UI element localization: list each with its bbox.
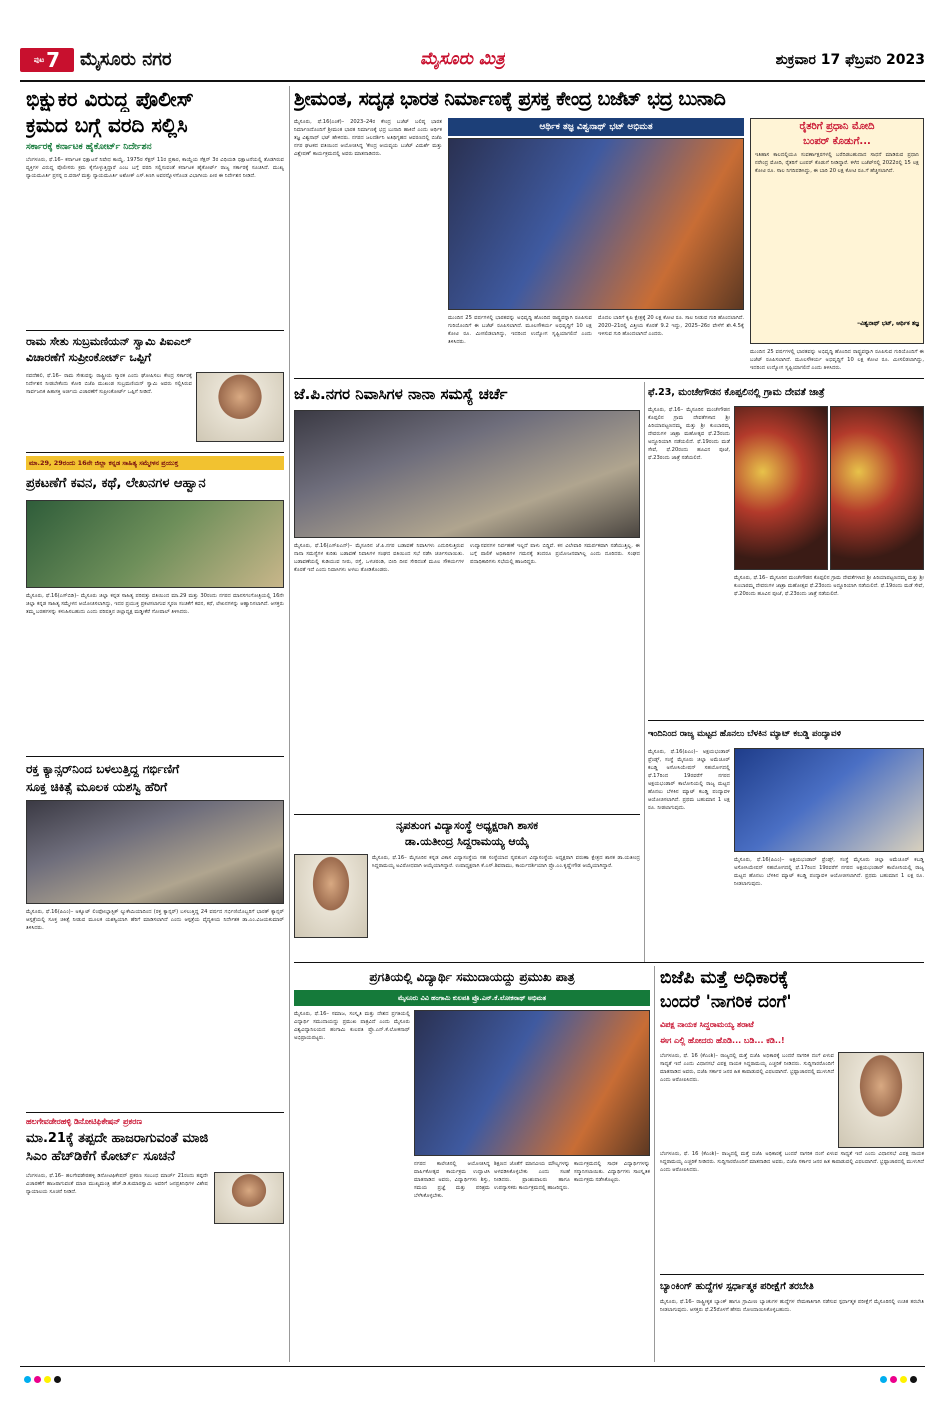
sidebar-farmers-headline-2: ಬಂಪರ್ ಕೊಡುಗೆ... [803, 136, 871, 147]
body-kabaddi-continued: ಮೈಸೂರು, ಫೆ.16(ಪಿಎಂ)– ಅಕ್ಷಯಭಂಡಾರ್ ಫ್ರೆಂಡ್ಸ್, ಸಂಸ್ಥೆ ಮೈಸೂರು ಜಿಲ್ಲಾ ಅಮೆಚೂರ್ ಕಬಡ್ಡಿ ಅಸೋಸಿಯೇಷನ್ ಸಹಯೋಗದಲ್ಲಿ ಫೆ.17ರಿಂದ 19ರವರೆಗೆ ನಗರದ ಅಕ್ಷಯಭಂಡಾರ್ ಕಾಲೋನಿಯಲ್ಲಿ ರಾಜ್ಯ ಮಟ್ಟದ ಹೊನಲು ಬೆಳಕಿನ ಮ್ಯಾಟ್ ಕಬಡ್ಡಿ ಪಂದ್ಯಾವಳಿ ಆಯೋಜಿಸಲಾಗಿದೆ. ಪ್ರಥಮ ಬಹುಮಾನ 1 ಲಕ್ಷ ರೂ. ನೀಡಲಾಗುವುದು. [734, 857, 924, 887]
body-writers: ಮೈಸೂರು, ಫೆ.16(ಎಸ್‌ಬಿಡಿ)– ಮೈಸೂರು ಜಿಲ್ಲಾ ಕನ್ನಡ ಸಾಹಿತ್ಯ ಪರಿಷತ್ತು ವತಿಯಿಂದ ಮಾ.29 ಮತ್ತು 30ರಂದು ನಗರದ ಮಾನಸಗಂಗೋತ್ರಿಯಲ್ಲಿ 16ನೇ ಜಿಲ್ಲಾ ಕನ್ನಡ ಸಾಹಿತ್ಯ ಸಮ್ಮೇಳನ ಆಯೋಜಿಸಲಾಗಿದ್ದು, ಇದರ ಪ್ರಯುಕ್ತ ಪ್ರಕಟಿಸಲಾಗುವ ಸ್ಮರಣ ಸಂಚಿಕೆಗೆ ಕವನ, ಕಥೆ, ಲೇಖನಗಳನ್ನು ಆಹ್ವಾನಿಸಲಾಗಿದೆ. ಆಸಕ್ತರು ತಮ್ಮ ಬರಹಗಳನ್ನು ಕಳುಹಿಸಬಹುದು ಎಂದು ಪರಿಷತ್ತಿನ ಜಿಲ್ಲಾಧ್ಯಕ್ಷ ಮಡ್ಡೀಕೆರೆ ಗೋಪಾಲ್ ತಿಳಿಸಿದರು. [26, 593, 284, 615]
body-jpnagar-1: ಮೈಸೂರು, ಫೆ.16(ಎಸ್‌ಪಿಎನ್)– ಮೈಸೂರಿನ ಜೆ.ಪಿ.ನಗರ ಬಡಾವಣೆ ನಿವಾಸಿಗಳು ಎದುರಿಸುತ್ತಿರುವ ನಾನಾ ಸಮಸ್ಯೆಗಳ ಕುರಿತು ಬಡಾವಣೆ ನಿವಾಸಿಗಳ ಸಂಘದ ವತಿಯಿಂದ ಸಭೆ ನಡೆಸಿ ಚರ್ಚಿಸಲಾಯಿತು. ಬಡಾವಣೆಯಲ್ಲಿ ಕುಡಿಯುವ ನೀರು, ರಸ್ತೆ, ಒಳಚರಂಡಿ, ಬೀದಿ ದೀಪ ಸೇರಿದಂತೆ ಮೂಲ ಸೌಕರ್ಯಗಳ ಕೊರತೆ ಇದೆ ಎಂದು ನಿವಾಸಿಗಳು ಅಳಲು ತೋಡಿಕೊಂಡರು. [294, 543, 464, 573]
body-temple: ಮೈಸೂರು, ಫೆ.16– ಮೈಸೂರಿನ ಮಂಚೇಗೌಡನ ಕೊಪ್ಪಲಿನ ಗ್ರಾಮ ದೇವತೆಗಳಾದ ಶ್ರೀ ಪಿರಿಯಾಪಟ್ಟಣದಮ್ಮ ಮತ್ತು ಶ್ರೀ ಕುಂಬಾರಮ್ಮ ದೇವರುಗಳ ಜಾತ್ರಾ ಮಹೋತ್ಸವ ಫೆ.23ರಂದು ಅದ್ಧೂರಿಯಾಗಿ ನಡೆಯಲಿದೆ. ಫೆ.19ರಂದು ಮಡೆ ಸೇವೆ, ಫೆ.20ರಂದು ಹೂವಿನ ಪೂಜೆ, ಫೆ.23ರಂದು ಜಾತ್ರೆ ನಡೆಯಲಿದೆ. [648, 407, 730, 461]
headline-kabaddi: ಇಂದಿನಿಂದ ರಾಜ್ಯ ಮಟ್ಟದ ಹೊನಲು ಬೆಳಕಿನ ಮ್ಯಾಟ್ ಕಬಡ್ಡಿ ಪಂದ್ಯಾವಳಿ [648, 729, 842, 739]
swamy-photo [196, 372, 284, 442]
body-swamy: ನವದೆಹಲಿ, ಫೆ.16– ರಾಮ ಸೇತುವನ್ನು ರಾಷ್ಟ್ರೀಯ ಸ್ಮಾರಕ ಎಂದು ಘೋಷಿಸಲು ಕೇಂದ್ರ ಸರ್ಕಾರಕ್ಕೆ ನಿರ್ದೇಶನ ನೀಡಬೇಕೆಂದು ಕೋರಿ ಬಿಜೆಪಿ ಮುಖಂಡ ಸುಬ್ರಮಣಿಯನ್ ಸ್ವಾಮಿ ಅವರು ಸಲ್ಲಿಸಿರುವ ಸಾರ್ವಜನಿಕ ಹಿತಾಸಕ್ತಿ ಅರ್ಜಿಯ ವಿಚಾರಣೆಗೆ ಸುಪ್ರೀಂಕೋರ್ಟ್ ಒಪ್ಪಿಗೆ ನೀಡಿದೆ. [26, 373, 192, 395]
temple-photo-2 [830, 406, 924, 570]
headline-bjp-2: ಬಂದರೆ 'ನಾಗರಿಕ ದಂಗೆ' [660, 992, 792, 1012]
subhead-beggar: ಸರ್ಕಾರಕ್ಕೆ ಕರ್ನಾಟಕ ಹೈಕೋರ್ಟ್ ನಿರ್ದೇಶನ [26, 142, 152, 152]
headline-beggar-2: ಕ್ರಮದ ಬಗ್ಗೆ ವರದಿ ಸಲ್ಲಿಸಿ [26, 113, 188, 137]
body-jpnagar-2: ಉದ್ಯಾನವನಗಳ ನಿರ್ವಹಣೆ ಇಲ್ಲದೆ ಪಾಳು ಬಿದ್ದಿವೆ. ಕಸ ವಿಲೇವಾರಿ ಸಮರ್ಪಕವಾಗಿ ನಡೆಯುತ್ತಿಲ್ಲ. ಈ ಬಗ್ಗೆ ಪಾಲಿಕೆ ಅಧಿಕಾರಿಗಳ ಗಮನಕ್ಕೆ ತಂದರೂ ಪ್ರಯೋಜನವಾಗಿಲ್ಲ ಎಂದು ದೂರಿದರು. ಸಂಘದ ಪದಾಧಿಕಾರಿಗಳು ಸಭೆಯಲ್ಲಿ ಹಾಜರಿದ್ದರು. [470, 543, 640, 565]
registration-marks-left [24, 1376, 64, 1386]
magenta-mark [890, 1376, 897, 1383]
headline-hdk-1: ಮಾ.21ಕ್ಕೆ ತಪ್ಪದೇ ಹಾಜರಾಗುವಂತೆ ಮಾಜಿ [26, 1131, 209, 1146]
masthead-rule [20, 80, 925, 82]
column-rule [289, 86, 290, 1362]
paper-logo: ಮೈಸೂರು ಮಿತ್ರ [420, 49, 505, 69]
headline-students: ಪ್ರಗತಿಯಲ್ಲಿ ವಿದ್ಯಾರ್ಥಿ ಸಮುದಾಯದ್ದು ಪ್ರಮುಖ ಪಾತ್ರ [369, 970, 575, 984]
section-name: ಮೈಸೂರು ನಗರ [80, 49, 172, 70]
kabaddi-photo [734, 748, 924, 852]
divider [294, 814, 640, 815]
bjp-bullet-1: ವಿಪಕ್ಷ ನಾಯಕ ಸಿದ್ದರಾಮಯ್ಯ ತರಾಟೆ [660, 1020, 754, 1029]
writers-photo [26, 500, 284, 588]
headline-yathindra-1: ನೃಪತುಂಗ ವಿದ್ಯಾಸಂಸ್ಥೆ ಅಧ್ಯಕ್ಷರಾಗಿ ಶಾಸಕ [395, 819, 539, 832]
page-number: 7 [46, 48, 61, 72]
headline-swamy-1: ರಾಮ ಸೇತು ಸುಬ್ರಮಣಿಯನ್ ಸ್ವಾಮಿ ಪಿಐಎಲ್ [26, 335, 192, 348]
body-students-2: ನಗರದ ಕಾಲೇಜಿನಲ್ಲಿ ಆಯೋಜಿಸಿದ್ದ ವಾರ್ಷಿಕೋತ್ಸವ ಕಾರ್ಯಕ್ರಮ ಉದ್ಘಾಟಿಸಿ ಮಾತನಾಡಿದ ಅವರು, ವಿದ್ಯಾರ್ಥಿಗಳು ಶಿಸ್ತು, ಸಮಯ ಪ್ರಜ್ಞೆ ಮತ್ತು ಪರಿಶ್ರಮ ಬೆಳೆಸಿಕೊಳ್ಳಬೇಕು. [414, 1161, 490, 1199]
headline-hdk-2: ಸಿಎಂ ಹೆಚ್‌ಡಿಕೆಗೆ ಕೋರ್ಟ್ ಸೂಚನೆ [26, 1149, 176, 1164]
page-tag: ಪುಟ [33, 55, 45, 64]
divider [26, 1112, 284, 1113]
divider [294, 962, 924, 963]
kicker-writers-bar [26, 456, 284, 470]
headline-cancer-2: ಸೂಕ್ತ ಚಿಕಿತ್ಸೆ ಮೂಲಕ ಯಶಸ್ವಿ ಹೆರಿಗೆ [26, 780, 168, 794]
headline-budget: ಶ್ರೀಮಂತ, ಸದೃಢ ಭಾರತ ನಿರ್ಮಾಣಕ್ಕೆ ಪ್ರಸಕ್ತ ಕೇಂದ್ರ ಬಜೆಟ್ ಭದ್ರ ಬುನಾದಿ [294, 88, 726, 110]
divider [660, 1274, 924, 1275]
headline-beggar-1: ಭಿಕ್ಷುಕರ ವಿರುದ್ಧ ಪೊಲೀಸ್ [26, 87, 194, 111]
yellow-mark [44, 1376, 51, 1383]
sidebar-farmers-headline-1: ರೈತರಿಗೆ ಪ್ರಧಾನಿ ಮೋದಿ [799, 121, 875, 132]
masthead [20, 42, 925, 78]
yellow-mark [900, 1376, 907, 1383]
page-number-badge [20, 48, 74, 72]
bjp-bullet-2: ಈಗ ಎಲ್ಲಿ ಹೋದರು ಹೊಡಿ... ಬಡಿ... ಕಡಿ..! [660, 1036, 785, 1045]
black-mark [910, 1376, 917, 1383]
column-rule [654, 966, 655, 1362]
students-photo [414, 1010, 650, 1156]
jpnagar-photo [294, 410, 640, 538]
sidebar-farmers [750, 118, 924, 344]
divider [26, 452, 284, 453]
body-cancer: ಮೈಸೂರು, ಫೆ.16(ಪಿಎಂ)– ಅಕ್ಯೂಟ್ ಲಿಂಫೋಬ್ಲಾಸ್ಟಿಕ್ ಲ್ಯುಕೇಮಿಯಾದಿಂದ (ರಕ್ತ ಕ್ಯಾನ್ಸರ್) ಬಳಲುತ್ತಿದ್ದ 24 ವರ್ಷದ ಗರ್ಭಿಣಿಯೊಬ್ಬರಿಗೆ ಭಾರತ್ ಕ್ಯಾನ್ಸರ್ ಆಸ್ಪತ್ರೆಯಲ್ಲಿ ಸೂಕ್ತ ಚಿಕಿತ್ಸೆ ನೀಡುವ ಮೂಲಕ ಯಶಸ್ವಿಯಾಗಿ ಹೆರಿಗೆ ಮಾಡಿಸಲಾಗಿದೆ ಎಂದು ಆಸ್ಪತ್ರೆಯ ವೈದ್ಯಕೀಯ ನಿರ್ದೇಶಕ ಡಾ.ಎಂ.ವಿಜಯಕುಮಾರ್ ತಿಳಿಸಿದರು. [26, 909, 284, 931]
headline-swamy-2: ವಿಚಾರಣೆಗೆ ಸುಪ್ರೀಂಕೋರ್ಟ್ ಒಪ್ಪಿಗೆ [26, 351, 152, 364]
body-temple-continued: ಮೈಸೂರು, ಫೆ.16– ಮೈಸೂರಿನ ಮಂಚೇಗೌಡನ ಕೊಪ್ಪಲಿನ ಗ್ರಾಮ ದೇವತೆಗಳಾದ ಶ್ರೀ ಪಿರಿಯಾಪಟ್ಟಣದಮ್ಮ ಮತ್ತು ಶ್ರೀ ಕುಂಬಾರಮ್ಮ ದೇವರುಗಳ ಜಾತ್ರಾ ಮಹೋತ್ಸವ ಫೆ.23ರಂದು ಅದ್ಧೂರಿಯಾಗಿ ನಡೆಯಲಿದೆ. ಫೆ.19ರಂದು ಮಡೆ ಸೇವೆ, ಫೆ.20ರಂದು ಹೂವಿನ ಪೂಜೆ, ಫೆ.23ರಂದು ಜಾತ್ರೆ ನಡೆಯಲಿದೆ. [734, 575, 924, 597]
subhead-budget-bar [448, 118, 744, 136]
body-beggar: ಬೆಂಗಳೂರು, ಫೆ.16– ಕರ್ನಾಟಕ ಭಿಕ್ಷಾಟನೆ ನಿಷೇಧ ಕಾಯ್ದೆ, 1975ರ ಸೆಕ್ಷನ್ 11ರ ಪ್ರಕಾರ, ಕಾಯ್ದೆಯ ಸೆಕ್ಷನ್ 3ರ ವಿಧಿಯಡಿ ಭಿಕ್ಷಾಟನೆಯಲ್ಲಿ ತೊಡಗಿರುವ ವ್ಯಕ್ತಿಗಳ ವಿರುದ್ಧ ಪೊಲೀಸರು ಕ್ರಮ ಕೈಗೊಳ್ಳುತ್ತಿದ್ದಾರೆ ಎಂಬ ಬಗ್ಗೆ ವರದಿ ಸಲ್ಲಿಸುವಂತೆ ಕರ್ನಾಟಕ ಹೈಕೋರ್ಟ್ ರಾಜ್ಯ ಸರ್ಕಾರಕ್ಕೆ ಸೂಚಿಸಿದೆ. ಮುಖ್ಯ ನ್ಯಾಯಮೂರ್ತಿ ಪ್ರಸನ್ನ ಬಿ.ವರಾಳೆ ಮತ್ತು ನ್ಯಾಯಮೂರ್ತಿ ಅಶೋಕ್ ಎಸ್.ಕಿಣಗಿ ಅವರನ್ನೊಳಗೊಂಡ ವಿಭಾಗೀಯ ಪೀಠ ಈ ನಿರ್ದೇಶನ ನೀಡಿದೆ. [26, 157, 284, 179]
kicker-hdk: ಹಲಗೇವಡೇರಹಳ್ಳಿ ಡಿನೋಟಿಫಿಕೇಷನ್ ಪ್ರಕರಣ [26, 1117, 143, 1126]
hdk-photo [214, 1172, 284, 1224]
subhead-students: ಮೈಸೂರು ವಿವಿ ಹಂಗಾಮಿ ಕುಲಪತಿ ಪ್ರೊ.ಎನ್.ಕೆ.ಲೋಕನಾಥ್ ಅಭಿಮತ [397, 994, 547, 1002]
registration-marks-right [880, 1376, 920, 1386]
budget-photo [448, 138, 744, 310]
body-bjp-continued: ಬೆಂಗಳೂರು, ಫೆ. 16 (ಕೆಎಂಶಿ)– ರಾಜ್ಯದಲ್ಲಿ ಮತ್ತೆ ಬಿಜೆಪಿ ಅಧಿಕಾರಕ್ಕೆ ಬಂದರೆ ನಾಗರಿಕ ದಂಗೆ ಏಳುವ ಸಾಧ್ಯತೆ ಇದೆ ಎಂದು ವಿಧಾನಸಭೆ ವಿಪಕ್ಷ ನಾಯಕ ಸಿದ್ದರಾಮಯ್ಯ ಎಚ್ಚರಿಕೆ ನೀಡಿದರು. ಸುದ್ದಿಗಾರರೊಂದಿಗೆ ಮಾತನಾಡಿದ ಅವರು, ಬಿಜೆಪಿ ಸರ್ಕಾರ ಜನರ ಹಿತ ಕಾಪಾಡುವಲ್ಲಿ ವಿಫಲವಾಗಿದೆ. ಭ್ರಷ್ಟಾಚಾರದಲ್ಲಿ ಮುಳುಗಿದೆ ಎಂದು ಆರೋಪಿಸಿದರು. [660, 1151, 924, 1173]
body-students-3: ಶಿಕ್ಷಣದ ಜೊತೆಗೆ ಮಾನವೀಯ ಮೌಲ್ಯಗಳನ್ನು ಅಳವಡಿಸಿಕೊಳ್ಳಬೇಕು ಎಂದು ಸಲಹೆ ನೀಡಿದರು. ಪ್ರಾಂಶುಪಾಲರು ಹಾಗೂ ಉಪನ್ಯಾಸಕರು ಕಾರ್ಯಕ್ರಮದಲ್ಲಿ ಹಾಜರಿದ್ದರು. [494, 1161, 570, 1191]
kicker-writers: ಮಾ.29, 29ರಂದು 16ನೇ ಜಿಲ್ಲಾ ಕನ್ನಡ ಸಾಹಿತ್ಯ ಸಮ್ಮೇಳನ ಪ್ರಯುಕ್ತ [29, 459, 179, 467]
cyan-mark [24, 1376, 31, 1383]
body-yathindra: ಮೈಸೂರು, ಫೆ.16– ಮೈಸೂರಿನ ಕನ್ನಡ ವಿಕಾಸ ವಿದ್ಯಾಸಂಸ್ಥೆಯ ಸಹ ಸಂಸ್ಥೆಯಾದ ನೃಪತುಂಗ ವಿದ್ಯಾಸಂಸ್ಥೆಯ ಅಧ್ಯಕ್ಷರಾಗಿ ವರುಣಾ ಕ್ಷೇತ್ರದ ಶಾಸಕ ಡಾ.ಯತೀಂದ್ರ ಸಿದ್ದರಾಮಯ್ಯ ಅವಿರೋಧವಾಗಿ ಆಯ್ಕೆಯಾಗಿದ್ದಾರೆ. ಉಪಾಧ್ಯಕ್ಷರಾಗಿ ಕೆ.ಎಸ್.ಶಿವರಾಮು, ಕಾರ್ಯದರ್ಶಿಯಾಗಿ ಪ್ರೊ.ಎಂ.ಕೃಷ್ಣೇಗೌಡ ಆಯ್ಕೆಯಾಗಿದ್ದಾರೆ. [372, 855, 640, 869]
sidebar-farmers-credit: –ವಿಶ್ವನಾಥ್ ಭಟ್, ಆರ್ಥಿಕ ತಜ್ಞ [857, 320, 919, 327]
body-bank: ಮೈಸೂರು, ಫೆ.16– ರಾಷ್ಟ್ರೀಕೃತ ಬ್ಯಾಂಕ್ ಹಾಗೂ ಗ್ರಾಮೀಣ ಬ್ಯಾಂಕುಗಳ ಹುದ್ದೆಗಳ ನೇಮಕಾತಿಗಾಗಿ ನಡೆಸುವ ಸ್ಪರ್ಧಾತ್ಮಕ ಪರೀಕ್ಷೆಗೆ ಮೈಸೂರಿನಲ್ಲಿ ಉಚಿತ ತರಬೇತಿ ನೀಡಲಾಗುವುದು. ಆಸಕ್ತರು ಫೆ.25ರೊಳಗೆ ಹೆಸರು ನೋಂದಾಯಿಸಿಕೊಳ್ಳಬಹುದು. [660, 1299, 924, 1313]
issue-date: ಶುಕ್ರವಾರ 17 ಫೆಬ್ರವರಿ 2023 [775, 52, 925, 68]
divider [294, 378, 924, 379]
body-budget-3: ಮೊದಲ ಬಾರಿಗೆ ಕೃಷಿ ಕ್ಷೇತ್ರಕ್ಕೆ 20 ಲಕ್ಷ ಕೋಟಿ ರೂ. ಸಾಲ ನೀಡುವ ಗುರಿ ಹೊಂದಲಾಗಿದೆ. 2020–21ರಲ್ಲಿ ವಿತ್ತೀಯ ಕೊರತೆ 9.2 ಇದ್ದು, 2025–26ರ ವೇಳೆಗೆ ಶೇ.4.5ಕ್ಕೆ ಇಳಿಸುವ ಗುರಿ ಹೊಂದಲಾಗಿದೆ ಎಂದರು. [598, 315, 744, 337]
headline-bank: ಬ್ಯಾಂಕಿಂಗ್ ಹುದ್ದೆಗಳ ಸ್ಪರ್ಧಾತ್ಮಕ ಪರೀಕ್ಷೆಗೆ ತರಬೇತಿ [660, 1281, 814, 1292]
subhead-students-bar [294, 990, 650, 1006]
body-budget-continued: ಮುಂದಿನ 25 ವರ್ಷಗಳಲ್ಲಿ ಭಾರತವನ್ನು ಅಭಿವೃದ್ಧಿ ಹೊಂದಿದ ರಾಷ್ಟ್ರವನ್ನಾಗಿ ರೂಪಿಸುವ ಗುರಿಯೊಂದಿಗೆ ಈ ಬಜೆಟ್ ರೂಪಿಸಲಾಗಿದೆ. ಮೂಲಸೌಕರ್ಯ ಅಭಿವೃದ್ಧಿಗೆ 10 ಲಕ್ಷ ಕೋಟಿ ರೂ. ಮೀಸಲಿಡಲಾಗಿದ್ದು, ಇದರಿಂದ ಉದ್ಯೋಗ ಸೃಷ್ಟಿಯಾಗಲಿದೆ ಎಂದು ತಿಳಿಸಿದರು. [750, 349, 924, 371]
magenta-mark [34, 1376, 41, 1383]
footer-rule [20, 1366, 925, 1367]
headline-cancer-1: ರಕ್ತ ಕ್ಯಾನ್ಸರ್‌ನಿಂದ ಬಳಲುತ್ತಿದ್ದ ಗರ್ಭಿಣಿಗೆ [26, 762, 180, 776]
headline-temple: ಫೆ.23, ಮಂಚೇಗೌಡನ ಕೊಪ್ಪಲಿನಲ್ಲಿ ಗ್ರಾಮ ದೇವತೆ ಜಾತ್ರೆ [648, 387, 825, 398]
headline-jpnagar: ಜೆ.ಪಿ.ನಗರ ನಿವಾಸಿಗಳ ನಾನಾ ಸಮಸ್ಯೆ ಚರ್ಚೆ [294, 385, 508, 403]
column-rule [644, 382, 645, 962]
siddaramaiah-photo [838, 1052, 924, 1148]
body-kabaddi: ಮೈಸೂರು, ಫೆ.16(ಪಿಎಂ)– ಅಕ್ಷಯಭಂಡಾರ್ ಫ್ರೆಂಡ್ಸ್, ಸಂಸ್ಥೆ ಮೈಸೂರು ಜಿಲ್ಲಾ ಅಮೆಚೂರ್ ಕಬಡ್ಡಿ ಅಸೋಸಿಯೇಷನ್ ಸಹಯೋಗದಲ್ಲಿ ಫೆ.17ರಿಂದ 19ರವರೆಗೆ ನಗರದ ಅಕ್ಷಯಭಂಡಾರ್ ಕಾಲೋನಿಯಲ್ಲಿ ರಾಜ್ಯ ಮಟ್ಟದ ಹೊನಲು ಬೆಳಕಿನ ಮ್ಯಾಟ್ ಕಬಡ್ಡಿ ಪಂದ್ಯಾವಳಿ ಆಯೋಜಿಸಲಾಗಿದೆ. ಪ್ರಥಮ ಬಹುಮಾನ 1 ಲಕ್ಷ ರೂ. ನೀಡಲಾಗುವುದು. [648, 749, 730, 811]
cyan-mark [880, 1376, 887, 1383]
body-bjp: ಬೆಂಗಳೂರು, ಫೆ. 16 (ಕೆಎಂಶಿ)– ರಾಜ್ಯದಲ್ಲಿ ಮತ್ತೆ ಬಿಜೆಪಿ ಅಧಿಕಾರಕ್ಕೆ ಬಂದರೆ ನಾಗರಿಕ ದಂಗೆ ಏಳುವ ಸಾಧ್ಯತೆ ಇದೆ ಎಂದು ವಿಧಾನಸಭೆ ವಿಪಕ್ಷ ನಾಯಕ ಸಿದ್ದರಾಮಯ್ಯ ಎಚ್ಚರಿಕೆ ನೀಡಿದರು. ಸುದ್ದಿಗಾರರೊಂದಿಗೆ ಮಾತನಾಡಿದ ಅವರು, ಬಿಜೆಪಿ ಸರ್ಕಾರ ಜನರ ಹಿತ ಕಾಪಾಡುವಲ್ಲಿ ವಿಫಲವಾಗಿದೆ. ಭ್ರಷ್ಟಾಚಾರದಲ್ಲಿ ಮುಳುಗಿದೆ ಎಂದು ಆರೋಪಿಸಿದರು. [660, 1053, 834, 1083]
body-budget-2: ಮುಂದಿನ 25 ವರ್ಷಗಳಲ್ಲಿ ಭಾರತವನ್ನು ಅಭಿವೃದ್ಧಿ ಹೊಂದಿದ ರಾಷ್ಟ್ರವನ್ನಾಗಿ ರೂಪಿಸುವ ಗುರಿಯೊಂದಿಗೆ ಈ ಬಜೆಟ್ ರೂಪಿಸಲಾಗಿದೆ. ಮೂಲಸೌಕರ್ಯ ಅಭಿವೃದ್ಧಿಗೆ 10 ಲಕ್ಷ ಕೋಟಿ ರೂ. ಮೀಸಲಿಡಲಾಗಿದ್ದು, ಇದರಿಂದ ಉದ್ಯೋಗ ಸೃಷ್ಟಿಯಾಗಲಿದೆ ಎಂದು ತಿಳಿಸಿದರು. [448, 315, 592, 345]
body-hdk: ಬೆಂಗಳೂರು, ಫೆ.16– ಹಲಗೇವಡೇರಹಳ್ಳಿ ಡಿನೋಟಿಫಿಕೇಷನ್ ಪ್ರಕರಣ ಸಂಬಂಧ ಮಾರ್ಚ್ 21ರಂದು ತಪ್ಪದೇ ವಿಚಾರಣೆಗೆ ಹಾಜರಾಗುವಂತೆ ಮಾಜಿ ಮುಖ್ಯಮಂತ್ರಿ ಹೆಚ್.ಡಿ.ಕುಮಾರಸ್ವಾಮಿ ಅವರಿಗೆ ಜನಪ್ರತಿನಿಧಿಗಳ ವಿಶೇಷ ನ್ಯಾಯಾಲಯ ಸೂಚನೆ ನೀಡಿದೆ. [26, 1173, 208, 1195]
headline-yathindra-2: ಡಾ.ಯತೀಂದ್ರ ಸಿದ್ದರಾಮಯ್ಯ ಆಯ್ಕೆ [405, 835, 529, 848]
body-students-1: ಮೈಸೂರು, ಫೆ.16– ಸಮಾಜ, ಸಂಸ್ಕೃತಿ ಮತ್ತು ದೇಶದ ಪ್ರಗತಿಯಲ್ಲಿ ವಿದ್ಯಾರ್ಥಿ ಸಮುದಾಯದ್ದು ಪ್ರಮುಖ ಪಾತ್ರವಿದೆ ಎಂದು ಮೈಸೂರು ವಿಶ್ವವಿದ್ಯಾನಿಲಯದ ಹಂಗಾಮಿ ಕುಲಪತಿ ಪ್ರೊ.ಎನ್.ಕೆ.ಲೋಕನಾಥ್ ಅಭಿಪ್ರಾಯಪಟ್ಟರು. [294, 1011, 410, 1041]
headline-bjp-1: ಬಿಜೆಪಿ ಮತ್ತೆ ಅಧಿಕಾರಕ್ಕೆ [660, 968, 789, 988]
divider [648, 720, 924, 721]
divider [26, 756, 284, 757]
divider [26, 330, 284, 331]
yathindra-photo [294, 854, 368, 938]
temple-photo-1 [734, 406, 828, 570]
subhead-budget: ಆರ್ಥಿಕ ತಜ್ಞ ವಿಶ್ವನಾಥ್ ಭಟ್ ಅಭಿಮತ [539, 122, 653, 132]
headline-writers: ಪ್ರಕಟಣೆಗೆ ಕವನ, ಕಥೆ, ಲೇಖನಗಳ ಆಹ್ವಾನ [26, 476, 206, 491]
sidebar-farmers-body: ಇತಿಹಾಸ ಕಾಲದಲ್ಲಿಯೂ ಸುವರ್ಣಾಕ್ಷರಗಳಲ್ಲಿ ಬರೆದಿಡಬಹುದಾದ ಸಾಧನೆ ಮಾಡಿರುವ ಪ್ರಧಾನಿ ನರೇಂದ್ರ ಮೋದಿ, ರೈತರಿಗೆ ಬಂಪರ್ ಕೊಡುಗೆ ನೀಡಿದ್ದಾರೆ. ಕಳೆದ ಬಜೆಟ್‌ನಲ್ಲಿ 2022ರಲ್ಲಿ 15 ಲಕ್ಷ ಕೋಟಿ ರೂ. ಸಾಲ ನಿಗದಿಪಡಿಸಿದ್ದು, ಈ ಬಾರಿ 20 ಲಕ್ಷ ಕೋಟಿ ರೂ.ಗೆ ಹೆಚ್ಚಿಸಲಾಗಿದೆ. [755, 152, 919, 174]
body-students-4: ಕಾರ್ಯಕ್ರಮದಲ್ಲಿ ಸಾಧಕ ವಿದ್ಯಾರ್ಥಿಗಳನ್ನು ಸನ್ಮಾನಿಸಲಾಯಿತು. ವಿದ್ಯಾರ್ಥಿಗಳು ಸಾಂಸ್ಕೃತಿಕ ಕಾರ್ಯಕ್ರಮ ನಡೆಸಿಕೊಟ್ಟರು. [574, 1161, 650, 1183]
body-budget-1: ಮೈಸೂರು, ಫೆ.16(ಎಂಕೆ)– 2023–24ರ ಕೇಂದ್ರ ಬಜೆಟ್ ಬಲಿಷ್ಠ ಭಾರತ ನಿರ್ಮಾಣದೊಂದಿಗೆ ಶ್ರೀಮಂತ ಭಾರತ ನಿರ್ಮಾಣಕ್ಕೆ ಭದ್ರ ಬುನಾದಿ ಹಾಕಿದೆ ಎಂದು ಆರ್ಥಿಕ ತಜ್ಞ ವಿಶ್ವನಾಥ್ ಭಟ್ ಹೇಳಿದರು. ನಗರದ ಜಲದರ್ಶಿನಿ ಅತಿಥಿಗೃಹದ ಆವರಣದಲ್ಲಿ ಬಿಜೆಪಿ ನಗರ ಘಟಕದ ವತಿಯಿಂದ ಆಯೋಜಿಸಿದ್ದ 'ಕೇಂದ್ರ ಆಯವ್ಯಯ ಬಜೆಟ್ ವಿಮರ್ಶೆ ಮತ್ತು ವಿಶ್ಲೇಷಣೆ' ಕಾರ್ಯಕ್ರಮದಲ್ಲಿ ಅವರು ಮಾತನಾಡಿದರು. [294, 119, 442, 157]
cancer-photo [26, 800, 284, 904]
black-mark [54, 1376, 61, 1383]
